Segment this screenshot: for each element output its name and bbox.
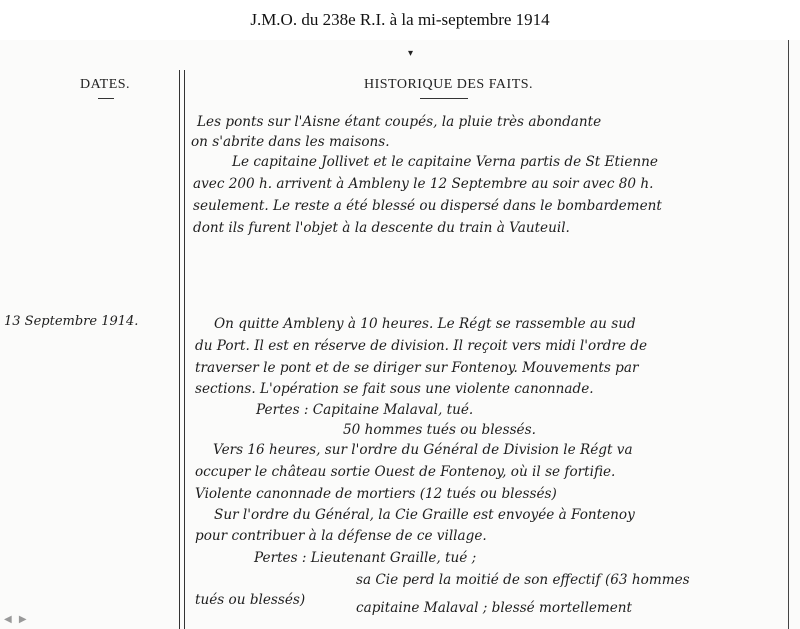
text-line: Les ponts sur l'Aisne étant coupés, la pluie très abondante: [197, 114, 602, 130]
text-line: on s'abrite dans les maisons.: [191, 134, 390, 150]
text-line: capitaine Malaval ; blessé mortellement: [356, 600, 633, 616]
text-line: Violente canonnade de mortiers (12 tués ou blessés): [195, 486, 557, 502]
text-line: Vers 16 heures, sur l'ordre du Général de Division le Régt va: [213, 442, 633, 458]
text-line: traverser le pont et de se diriger sur Fontenoy. Mouvements par: [195, 360, 639, 376]
page-edge: [788, 40, 789, 629]
page-nav: [4, 614, 31, 625]
arrow-left-icon[interactable]: ◀: [4, 614, 12, 625]
text-line: On quitte Ambleny à 10 heures. Le Régt se rassemble au sud: [214, 316, 636, 332]
date-entry: 13 Septembre 1914.: [4, 314, 139, 329]
text-line: Pertes : Capitaine Malaval, tué.: [256, 402, 474, 418]
text-line: Sur l'ordre du Général, la Cie Graille est envoyée à Fontenoy: [214, 507, 635, 523]
margin-rule: [184, 70, 185, 629]
text-line: sa Cie perd la moitié de son effectif (63 hommes: [356, 572, 690, 588]
header-underline: [420, 98, 468, 99]
text-line: occuper le château sortie Ouest de Fontenoy, où il se fortifie.: [195, 464, 616, 480]
text-line: seulement. Le reste a été blessé ou dispersé dans le bombardement: [193, 198, 662, 214]
text-line: sections. L'opération se fait sous une violente canonnade.: [195, 381, 594, 397]
text-line: Le capitaine Jollivet et le capitaine Verna partis de St Etienne: [232, 154, 658, 170]
header-underline: [98, 98, 114, 99]
text-line: Pertes : Lieutenant Graille, tué ;: [254, 550, 477, 566]
text-line: tués ou blessés): [195, 592, 306, 608]
page-title: J.M.O. du 238e R.I. à la mi-septembre 1914: [250, 10, 550, 29]
arrow-right-icon[interactable]: ▶: [18, 614, 27, 625]
margin-rule: [179, 70, 180, 629]
column-header-dates: DATES.: [80, 77, 131, 92]
document-page: [0, 40, 800, 629]
text-line: pour contribuer à la défense de ce village.: [195, 528, 487, 544]
text-line: avec 200 h. arrivent à Ambleny le 12 Septembre au soir avec 80 h.: [193, 176, 654, 192]
page-mark: ▾: [408, 48, 414, 59]
column-header-historique: HISTORIQUE DES FAITS.: [364, 77, 534, 92]
text-line: dont ils furent l'objet à la descente du train à Vauteuil.: [193, 220, 570, 236]
text-line: 50 hommes tués ou blessés.: [343, 422, 536, 438]
text-line: du Port. Il est en réserve de division. Il reçoit vers midi l'ordre de: [195, 338, 647, 354]
